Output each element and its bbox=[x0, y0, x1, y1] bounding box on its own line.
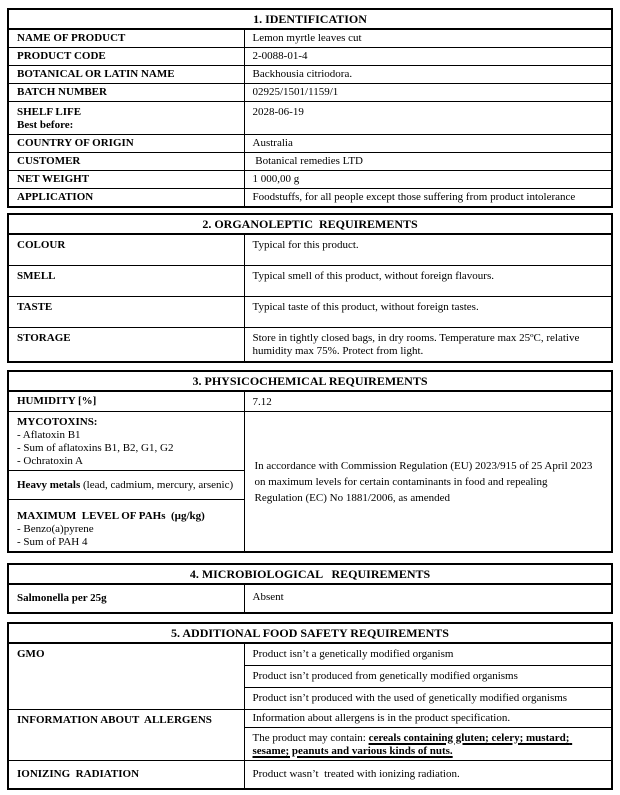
table-row bbox=[8, 171, 612, 189]
microbiological-table bbox=[7, 563, 613, 614]
row-value: Typical for this product. bbox=[244, 234, 612, 265]
row-value: Australia bbox=[244, 135, 612, 153]
table-row bbox=[8, 709, 612, 727]
row-value: Botanical remedies LTD bbox=[244, 153, 612, 171]
allergens-label-cell: INFORMATION ABOUT ALLERGENS bbox=[8, 709, 244, 760]
list-item: - Sum of PAH 4 bbox=[17, 536, 88, 548]
row-value: Lemon myrtle leaves cut bbox=[244, 29, 612, 48]
row-value: 02925/1501/1159/1 bbox=[244, 84, 612, 102]
allergens-detail bbox=[244, 727, 612, 760]
row-label: NET WEIGHT bbox=[8, 171, 244, 189]
table-row bbox=[8, 760, 612, 789]
list-item: - Ochratoxin A bbox=[17, 455, 83, 467]
row-value: Typical taste of this product, without foreign tastes. bbox=[244, 296, 612, 327]
table-row bbox=[8, 265, 612, 296]
section-header-row bbox=[8, 564, 612, 584]
row-label: BOTANICAL OR LATIN NAME bbox=[8, 66, 244, 84]
identification-table bbox=[7, 8, 613, 208]
row-value: 2-0088-01-4 bbox=[244, 48, 612, 66]
row-label: IONIZING RADIATION bbox=[8, 760, 244, 789]
table-row bbox=[8, 234, 612, 265]
allergens-prefix: The product may contain: bbox=[252, 731, 369, 744]
table-row bbox=[8, 643, 612, 665]
allergens-list: cereals containing gluten; celery; mustard; sesame; peanuts and various kinds of nuts. bbox=[252, 731, 573, 757]
row-value: 7.12 bbox=[244, 391, 612, 412]
row-label: BATCH NUMBER bbox=[8, 84, 244, 102]
row-label: CUSTOMER bbox=[8, 153, 244, 171]
table-row bbox=[8, 66, 612, 84]
gmo-label-cell: GMO bbox=[8, 643, 244, 709]
row-value: Store in tightly closed bags, in dry rooms. Temperature max 25ºC, relative humidity max 75%. Protect from light. bbox=[244, 327, 612, 362]
gmo-value: Product isn’t a genetically modified organism bbox=[244, 643, 612, 665]
row-label: COUNTRY OF ORIGIN bbox=[8, 135, 244, 153]
pahs-cell bbox=[8, 500, 244, 553]
organoleptic-table bbox=[7, 213, 613, 363]
table-row bbox=[8, 391, 612, 412]
list-item: - Benzo(a)pyrene bbox=[17, 523, 94, 535]
gmo-value: Product isn’t produced with the used of genetically modified organisms bbox=[244, 687, 612, 709]
row-value: 2028-06-19 bbox=[244, 102, 612, 135]
list-item: - Sum of aflatoxins B1, B2, G1, G2 bbox=[17, 442, 174, 454]
row-label: COLOUR bbox=[8, 234, 244, 265]
row-label: SHELF LIFE Best before: bbox=[8, 102, 244, 135]
table-row bbox=[8, 135, 612, 153]
pahs-heading: MAXIMUM LEVEL OF PAHs (µg/kg) bbox=[17, 510, 205, 522]
row-label: APPLICATION bbox=[8, 189, 244, 208]
table-row bbox=[8, 29, 612, 48]
table-row bbox=[8, 153, 612, 171]
table-row bbox=[8, 84, 612, 102]
row-label: TASTE bbox=[8, 296, 244, 327]
row-value: Backhousia citriodora. bbox=[244, 66, 612, 84]
section-header-row bbox=[8, 371, 612, 391]
heavy-metals-detail: (lead, cadmium, mercury, arsenic) bbox=[80, 478, 234, 491]
physicochemical-table bbox=[7, 370, 613, 553]
row-label: NAME OF PRODUCT bbox=[8, 29, 244, 48]
section-header-row bbox=[8, 214, 612, 234]
row-value: Typical smell of this product, without foreign flavours. bbox=[244, 265, 612, 296]
table-row bbox=[8, 102, 612, 135]
row-label: SMELL bbox=[8, 265, 244, 296]
section-title-organoleptic: 2. ORGANOLEPTIC REQUIREMENTS bbox=[8, 214, 612, 234]
heavy-metals-label: Heavy metals bbox=[17, 478, 81, 491]
table-row bbox=[8, 327, 612, 362]
section-title-identification: 1. IDENTIFICATION bbox=[8, 9, 612, 29]
additional-safety-table bbox=[7, 622, 613, 790]
section-title-additional: 5. ADDITIONAL FOOD SAFETY REQUIREMENTS bbox=[8, 623, 612, 643]
mycotoxins-heading: MYCOTOXINS: bbox=[17, 416, 98, 428]
table-row bbox=[8, 584, 612, 613]
section-title-physicochemical: 3. PHYSICOCHEMICAL REQUIREMENTS bbox=[8, 371, 612, 391]
allergens-info: Information about allergens is in the product specification. bbox=[244, 709, 612, 727]
row-label: HUMIDITY [%] bbox=[8, 391, 244, 412]
section-header-row bbox=[8, 623, 612, 643]
row-label: PRODUCT CODE bbox=[8, 48, 244, 66]
list-item: - Aflatoxin B1 bbox=[17, 429, 81, 441]
table-row bbox=[8, 48, 612, 66]
row-value: Foodstuffs, for all people except those suffering from product intolerance bbox=[244, 189, 612, 208]
row-label: STORAGE bbox=[8, 327, 244, 362]
gmo-value: Product isn’t produced from genetically modified organisms bbox=[244, 665, 612, 687]
row-value: 1 000,00 g bbox=[244, 171, 612, 189]
row-value: Absent bbox=[244, 584, 612, 613]
heavy-metals-cell bbox=[8, 471, 244, 500]
row-value: Product wasn’t treated with ionizing radiation. bbox=[244, 760, 612, 789]
section-header-row bbox=[8, 9, 612, 29]
mycotoxins-cell bbox=[8, 412, 244, 471]
table-row bbox=[8, 189, 612, 208]
row-label: Salmonella per 25g bbox=[8, 584, 244, 613]
table-row bbox=[8, 412, 612, 471]
section-title-microbiological: 4. MICROBIOLOGICAL REQUIREMENTS bbox=[8, 564, 612, 584]
table-row bbox=[8, 296, 612, 327]
regulation-note-cell: In accordance with Commission Regulation (EU) 2023/915 of 25 April 2023 on maximum levels for certain contaminants in food and repealing Regulation (EC) No 1881/2006, as amended bbox=[244, 412, 612, 553]
